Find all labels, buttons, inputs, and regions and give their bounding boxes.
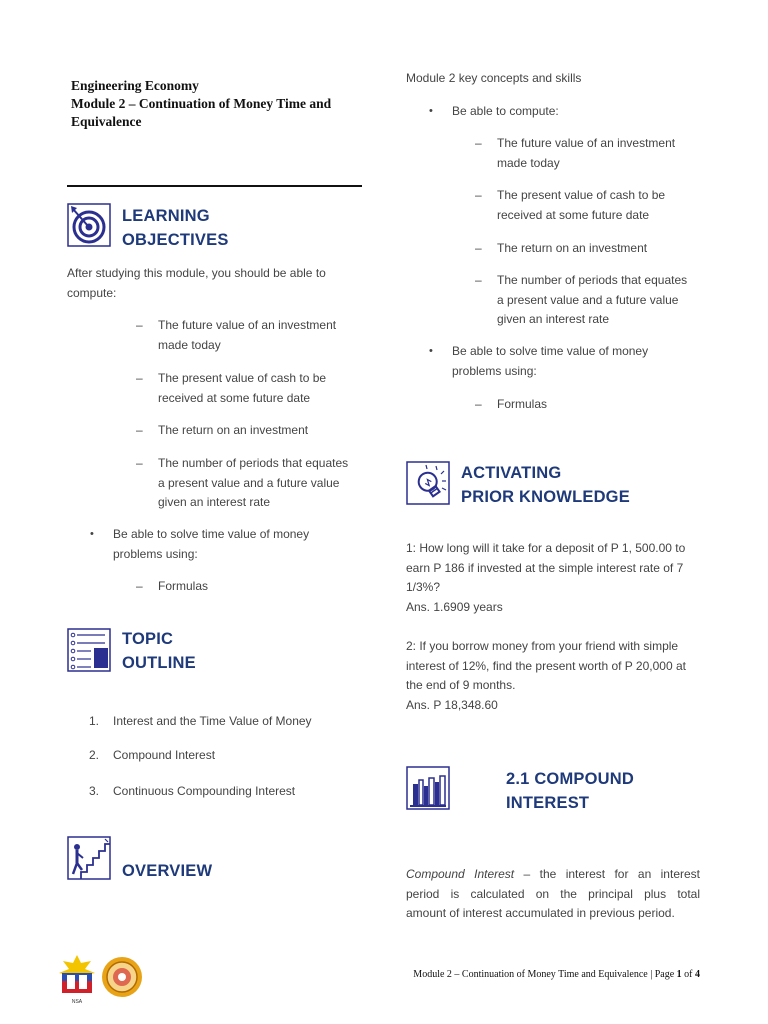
list-item: – The future value of an investment made today — [136, 318, 337, 352]
list-item: – The number of periods that equates a present value and a future value given an interest rate — [475, 273, 688, 326]
list-item: – The number of periods that equates a present value and a future value given an interest rate — [136, 456, 349, 509]
list-item: – The return on an investment — [475, 241, 648, 255]
list-item: – The present value of cash to be received at some future date — [475, 188, 666, 222]
list-item: – The present value of cash to be received at some future date — [136, 371, 327, 405]
bullet-item: • Be able to compute: — [429, 104, 559, 118]
topic-outline-title: TOPIC OUTLINE — [122, 630, 196, 672]
bullet-item: • Be able to solve time value of money problems using: — [90, 527, 310, 561]
question-2: 2: If you borrow money from your friend with simple interest of 12%, find the present worth of P 20,000 at the end of 9 months. Ans. P 18,348.60 — [406, 637, 706, 715]
list-item: – Formulas — [136, 579, 209, 593]
page-number: 1 — [676, 969, 682, 980]
school-seal-logo — [57, 953, 97, 1005]
term: Compound Interest — [406, 867, 515, 881]
list-item: 3. Continuous Compounding Interest — [89, 784, 296, 798]
page-footer: Module 2 – Continuation of Money Time and Equivalence | Page 1 of 4 — [413, 969, 700, 980]
list-item: 1. Interest and the Time Value of Money — [89, 714, 312, 728]
logo-caption: NSA — [71, 999, 83, 1005]
answer-1: Ans. 1.6909 years — [406, 599, 503, 614]
lightbulb-icon — [406, 461, 450, 510]
list-item: – The future value of an investment made today — [475, 136, 676, 170]
learning-objectives-title: LEARNING OBJECTIVES — [122, 207, 229, 249]
answer-2: Ans. P 18,348.60 — [406, 697, 498, 712]
key-concepts-title: Module 2 key concepts and skills — [406, 71, 582, 85]
compound-interest-title: 2.1 COMPOUND INTEREST — [506, 770, 635, 812]
header-line1: Engineering Economy — [71, 78, 199, 93]
compound-interest-definition: Compound Interest – the interest for an interest period is calculated on the principal plus total amount of interest accumulated in previous period. — [406, 867, 700, 920]
university-seal-logo — [101, 956, 143, 1003]
stairs-climbing-icon — [67, 836, 111, 885]
bullet-item: • Be able to solve time value of money problems using: — [429, 344, 649, 378]
list-item: 2. Compound Interest — [89, 748, 216, 762]
list-item: – Formulas — [475, 397, 548, 411]
checklist-icon — [67, 628, 111, 677]
header-line3: Equivalence — [71, 114, 142, 129]
list-item: – The return on an investment — [136, 423, 309, 437]
header-line2: Module 2 – Continuation of Money Time and — [71, 96, 332, 111]
target-icon — [67, 203, 111, 252]
document-header — [71, 77, 371, 131]
books-icon — [406, 766, 450, 815]
page-total: 4 — [695, 969, 700, 980]
question-1: 1: How long will it take for a deposit of P 1, 500.00 to earn P 186 if invested at the simple interest rate of 7 1/3%? Ans. 1.6909 years — [406, 539, 706, 617]
overview-title: OVERVIEW — [122, 862, 213, 880]
activating-title: ACTIVATING PRIOR KNOWLEDGE — [461, 464, 630, 506]
header-rule — [67, 185, 362, 187]
learning-objectives-intro: After studying this module, you should be able to compute: — [67, 266, 326, 300]
